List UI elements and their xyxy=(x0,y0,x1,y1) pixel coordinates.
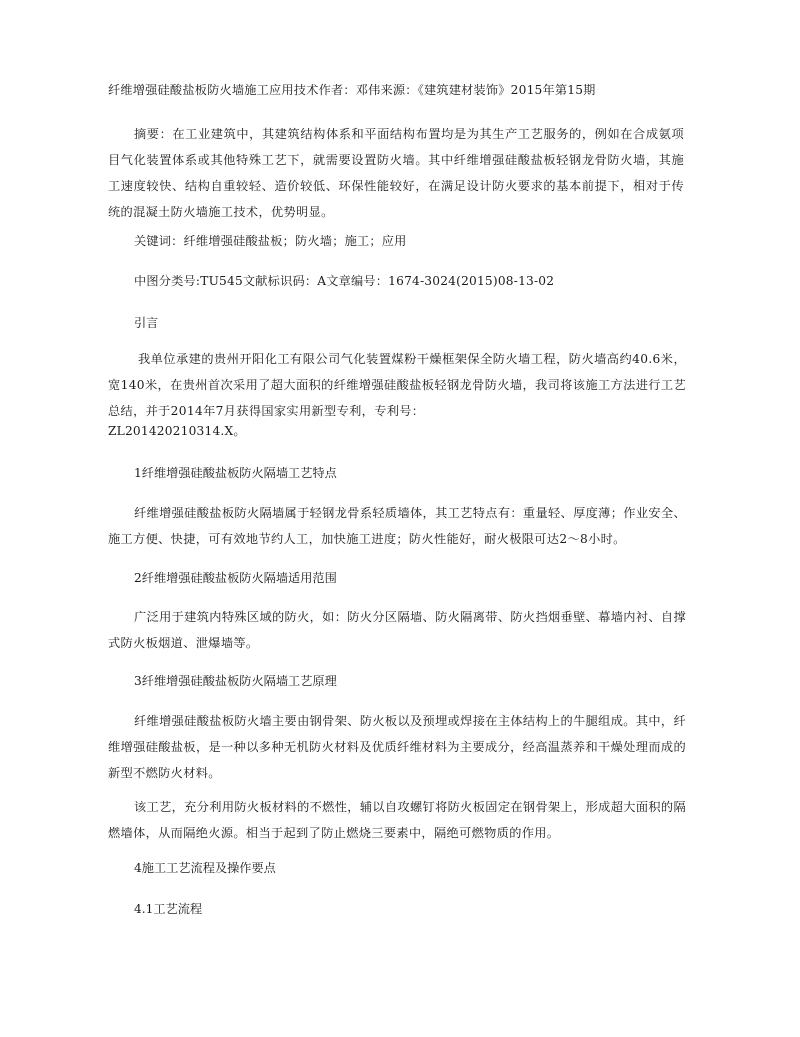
section-2-paragraph: 广泛用于建筑内特殊区域的防火，如：防火分区隔墙、防火隔离带、防火挡烟垂壁、幕墙内衬、自撑式防火板烟道、泄爆墙等。 xyxy=(108,610,686,650)
abstract-paragraph: 摘要：在工业建筑中，其建筑结构体系和平面结构布置均是为其生产工艺服务的，例如在合成氨项目气化装置体系或其他特殊工艺下，就需要设置防火墙。其中纤维增强硅酸盐板轻钢龙骨防火墙，其施工速度较快、结构自重较轻、造价较低、环保性能较好，在满足设计防火要求的基本前提下，相对于传统的混凝土防火墙施工技术，优势明显。 xyxy=(108,127,684,219)
intro-heading: 引言 xyxy=(134,316,159,330)
title-line: 纤维增强硅酸盐板防火墙施工应用技术作者：邓伟来源：《建筑建材装饰》2015年第15期 xyxy=(108,83,596,97)
section-2-heading: 2纤维增强硅酸盐板防火隔墙适用范围 xyxy=(134,571,337,585)
section-4-1-heading: 4.1工艺流程 xyxy=(134,902,203,916)
section-3-paragraph-1: 纤维增强硅酸盐板防火墙主要由钢骨架、防火板以及预埋或焊接在主体结构上的牛腿组成。其中，纤维增强硅酸盐板，是一种以多种无机防火材料及优质纤维材料为主要成分，经高温蒸养和干燥处理而成的新型不燃防火材料。 xyxy=(108,714,686,780)
section-3-paragraph-2: 该工艺，充分利用防火板材料的不燃性，辅以自攻螺钉将防火板固定在钢骨架上，形成超大面积的隔燃墙体，从而隔绝火源。相当于起到了防止燃烧三要素中，隔绝可燃物质的作用。 xyxy=(108,800,686,840)
classification-line: 中图分类号:TU545文献标识码：A文章编号：1674-3024(2015)08-13-02 xyxy=(134,274,555,288)
keywords-line: 关键词：纤维增强硅酸盐板；防火墙；施工；应用 xyxy=(134,234,407,248)
section-3-heading: 3纤维增强硅酸盐板防火隔墙工艺原理 xyxy=(134,674,337,688)
patent-number: ZL201420210314.X。 xyxy=(108,424,246,438)
section-1-paragraph: 纤维增强硅酸盐板防火隔墙属于轻钢龙骨系轻质墙体，其工艺特点有：重量轻、厚度薄；作业安全、施工方便、快捷，可有效地节约人工，加快施工进度；防火性能好，耐火极限可达2～8小时。 xyxy=(108,506,686,546)
section-4-heading: 4施工工艺流程及操作要点 xyxy=(134,861,276,875)
intro-paragraph: 我单位承建的贵州开阳化工有限公司气化装置煤粉干燥框架保全防火墙工程，防火墙高约40.6米，宽140米，在贵州首次采用了超大面积的纤维增强硅酸盐板轻钢龙骨防火墙，我司将该施工方法进行工艺总结，并于2014年7月获得国家实用新型专利，专利号： xyxy=(108,352,686,418)
section-1-heading: 1纤维增强硅酸盐板防火隔墙工艺特点 xyxy=(134,466,337,480)
